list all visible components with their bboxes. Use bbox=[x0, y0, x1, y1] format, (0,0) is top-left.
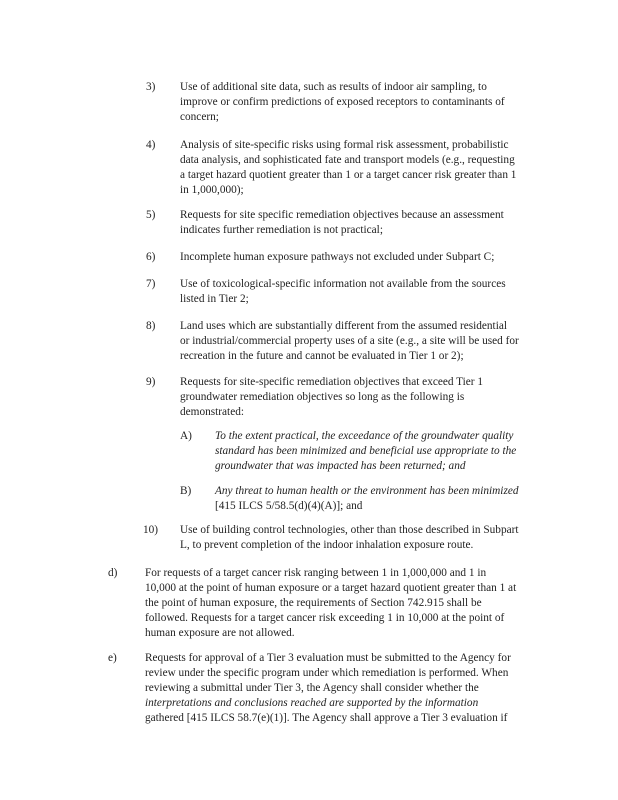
item-number: 10) bbox=[143, 524, 159, 536]
item-number: 7) bbox=[146, 278, 156, 290]
item-text-line: review under the specific program under which remediation is performed. When bbox=[145, 667, 509, 679]
item-number: 6) bbox=[146, 251, 156, 263]
item-text-line: recreation in the future and cannot be evaluated in Tier 1 or 2); bbox=[180, 350, 464, 362]
item-text-line: Requests for site specific remediation objectives because an assessment bbox=[180, 209, 504, 221]
item-text-line: concern; bbox=[180, 111, 219, 123]
item-text-line: Requests for approval of a Tier 3 evaluation must be submitted to the Agency for bbox=[145, 652, 511, 664]
item-text-line: listed in Tier 2; bbox=[180, 293, 249, 305]
item-text-line: Land uses which are substantially different from the assumed residential bbox=[180, 320, 507, 332]
item-number: 9) bbox=[146, 376, 156, 388]
item-text-line: Incomplete human exposure pathways not excluded under Subpart C; bbox=[180, 251, 495, 263]
item-text-line: interpretations and conclusions reached are supported by the information bbox=[145, 697, 479, 709]
item-text-line: data analysis, and sophisticated fate and transport models (e.g., requesting bbox=[180, 154, 515, 166]
item-text-line: the point of human exposure, the requirements of Section 742.915 shall be bbox=[145, 597, 482, 609]
item-number: B) bbox=[180, 485, 192, 497]
item-text-line: indicates further remediation is not practical; bbox=[180, 224, 383, 236]
item-text-line: Requests for site-specific remediation objectives that exceed Tier 1 bbox=[180, 376, 484, 388]
item-number: e) bbox=[108, 652, 117, 664]
item-text-line: To the extent practical, the exceedance of the groundwater quality bbox=[215, 430, 514, 442]
item-number: 4) bbox=[146, 139, 156, 151]
item-text-line: human exposure are not allowed. bbox=[145, 627, 295, 639]
item-text-line: reviewing a submittal under Tier 3, the Agency shall consider whether the bbox=[145, 682, 479, 694]
item-text-line: in 1,000,000); bbox=[180, 184, 244, 196]
item-text-line: groundwater that was impacted has been returned; and bbox=[215, 460, 466, 472]
item-number: 5) bbox=[146, 209, 156, 221]
item-number: 8) bbox=[146, 320, 156, 332]
item-text-line: or industrial/commercial property uses of a site (e.g., a site will be used for bbox=[180, 335, 519, 347]
item-text-line: a target hazard quotient greater than 1 or a target cancer risk greater than 1 bbox=[180, 169, 517, 181]
item-number: 3) bbox=[146, 81, 156, 93]
item-text-line: Use of toxicological-specific information not available from the sources bbox=[180, 278, 506, 290]
item-text-line: L, to prevent completion of the indoor inhalation exposure route. bbox=[180, 539, 474, 551]
item-text-line: Use of additional site data, such as results of indoor air sampling, to bbox=[180, 81, 487, 93]
item-text-line: [415 ILCS 5/58.5(d)(4)(A)]; and bbox=[215, 500, 363, 512]
item-text-line: Analysis of site-specific risks using formal risk assessment, probabilistic bbox=[180, 139, 509, 151]
item-text-line: gathered [415 ILCS 58.7(e)(1)]. The Agency shall approve a Tier 3 evaluation if bbox=[145, 712, 508, 724]
item-text-line: groundwater remediation objectives so long as the following is bbox=[180, 391, 465, 403]
item-text-line: Use of building control technologies, other than those described in Subpart bbox=[180, 524, 519, 536]
item-text-line: followed. Requests for a target cancer risk exceeding 1 in 10,000 at the point of bbox=[145, 612, 505, 624]
item-text-line: standard has been minimized and beneficial use appropriate to the bbox=[215, 445, 517, 457]
item-number: A) bbox=[180, 430, 192, 442]
item-text-line: For requests of a target cancer risk ranging between 1 in 1,000,000 and 1 in bbox=[145, 567, 487, 579]
item-text-line: improve or confirm predictions of exposed receptors to contaminants of bbox=[180, 96, 505, 108]
item-number: d) bbox=[108, 567, 118, 579]
item-text-line: 10,000 at the point of human exposure or a target hazard quotient greater than 1 at bbox=[145, 582, 517, 594]
item-text-line: demonstrated: bbox=[180, 406, 244, 418]
item-text-line: Any threat to human health or the environment has been minimized bbox=[215, 485, 519, 497]
